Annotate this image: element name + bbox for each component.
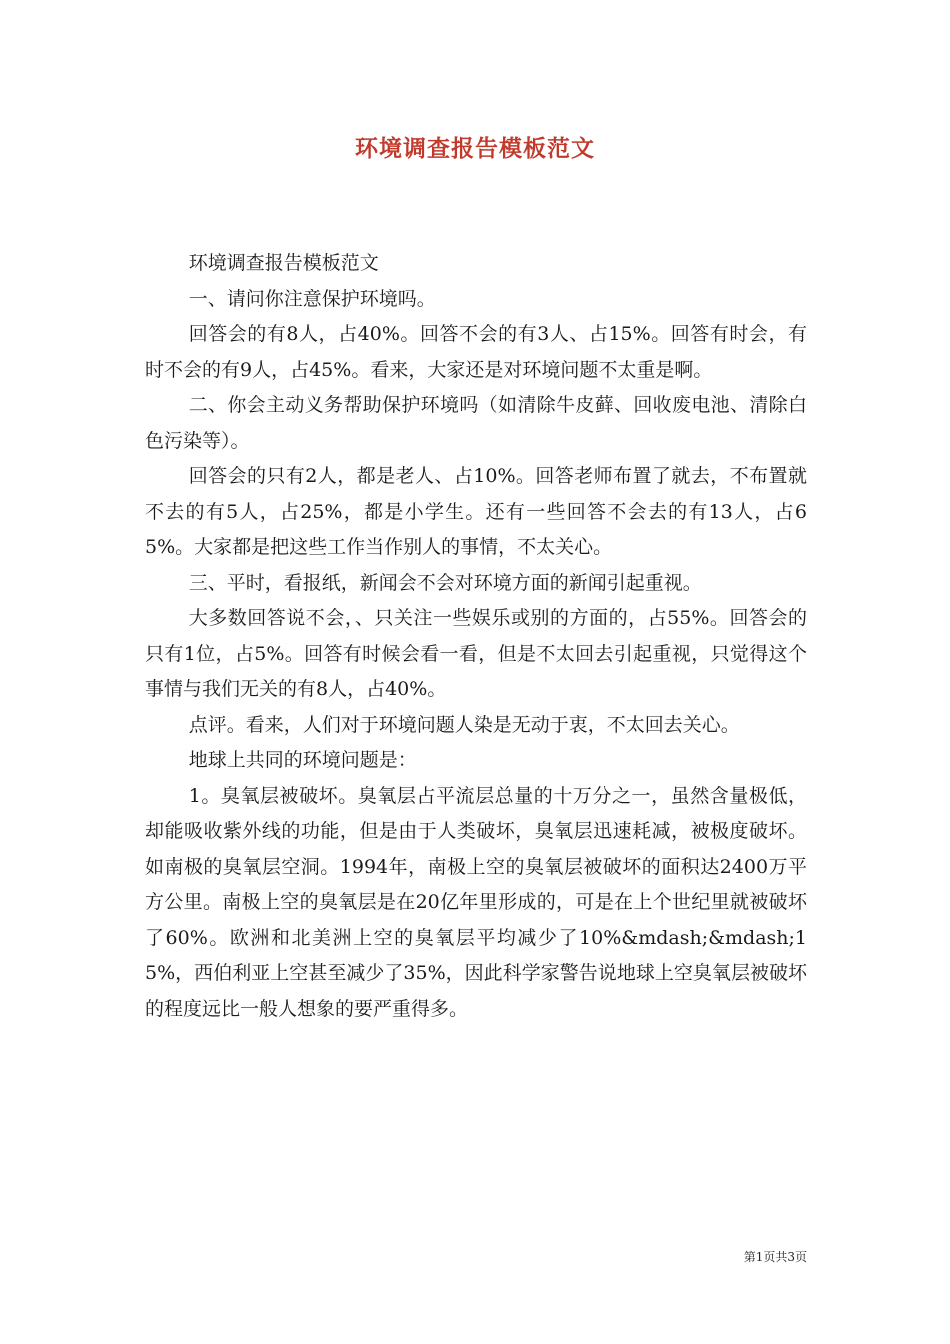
- paragraph-issues-heading: 地球上共同的环境问题是：: [188, 749, 417, 771]
- paragraph-answer-3: 大多数回答说不会，、只关注一些娱乐或别的方面的，占55%。回答会的只有1位，占5%。回答有时候会看一看，但是不太回去引起重视，只觉得这个事情与我们无关的有8人，占40%。: [145, 607, 807, 700]
- paragraph-question-3: 三、平时，看报纸，新闻会不会对环境方面的新闻引起重视。: [188, 571, 702, 594]
- paragraph-answer-2: 回答会的只有2人，都是老人、占10%。回答老师布置了就去，不布置就不去的有5人，占25%，都是小学生。还有一些回答不会去的有13人，占65%。大家都是把这些工作当作别人的事情，不太关心。: [145, 465, 807, 558]
- paragraph-subtitle: 环境调查报告模板范文: [188, 252, 379, 274]
- paragraph-ozone: 1。臭氧层被破坏。臭氧层占平流层总量的十万分之一，虽然含量极低，却能吸收紫外线的功能，但是由于人类破坏，臭氧层迅速耗减，被极度破坏。如南极的臭氧层空洞。1994年，南极上空的臭氧层被破坏的面积达2400万平方公里。南极上空的臭氧层是在20亿年里形成的，可是在上个世纪里就被破坏了60%。欧洲和北美洲上空的臭氧层平均减少了10%&mdash;&mdash;15%，西伯利亚上空甚至减少了35%，因此科学家警告说地球上空臭氧层被破坏的程度远比一般人想象的要严重得多。: [145, 784, 807, 1020]
- page-number: 第1页共3页: [743, 1250, 807, 1264]
- paragraph-comment: 点评。看来，人们对于环境问题人染是无动于衷，不太回去关心。: [188, 713, 740, 736]
- paragraph-question-2: 二、你会主动义务帮助保护环境吗（如清除牛皮藓、回收废电池、清除白色污染等）。: [145, 394, 807, 452]
- document-title: 环境调查报告模板范文: [355, 135, 595, 162]
- paragraph-answer-1: 回答会的有8人，占40%。回答不会的有3人、占15%。回答有时会，有时不会的有9人，占45%。看来，大家还是对环境问题不太重是啊。: [145, 323, 807, 381]
- paragraph-question-1: 一、请问你注意保护环境吗。: [188, 287, 436, 310]
- document-body: [145, 246, 807, 1027]
